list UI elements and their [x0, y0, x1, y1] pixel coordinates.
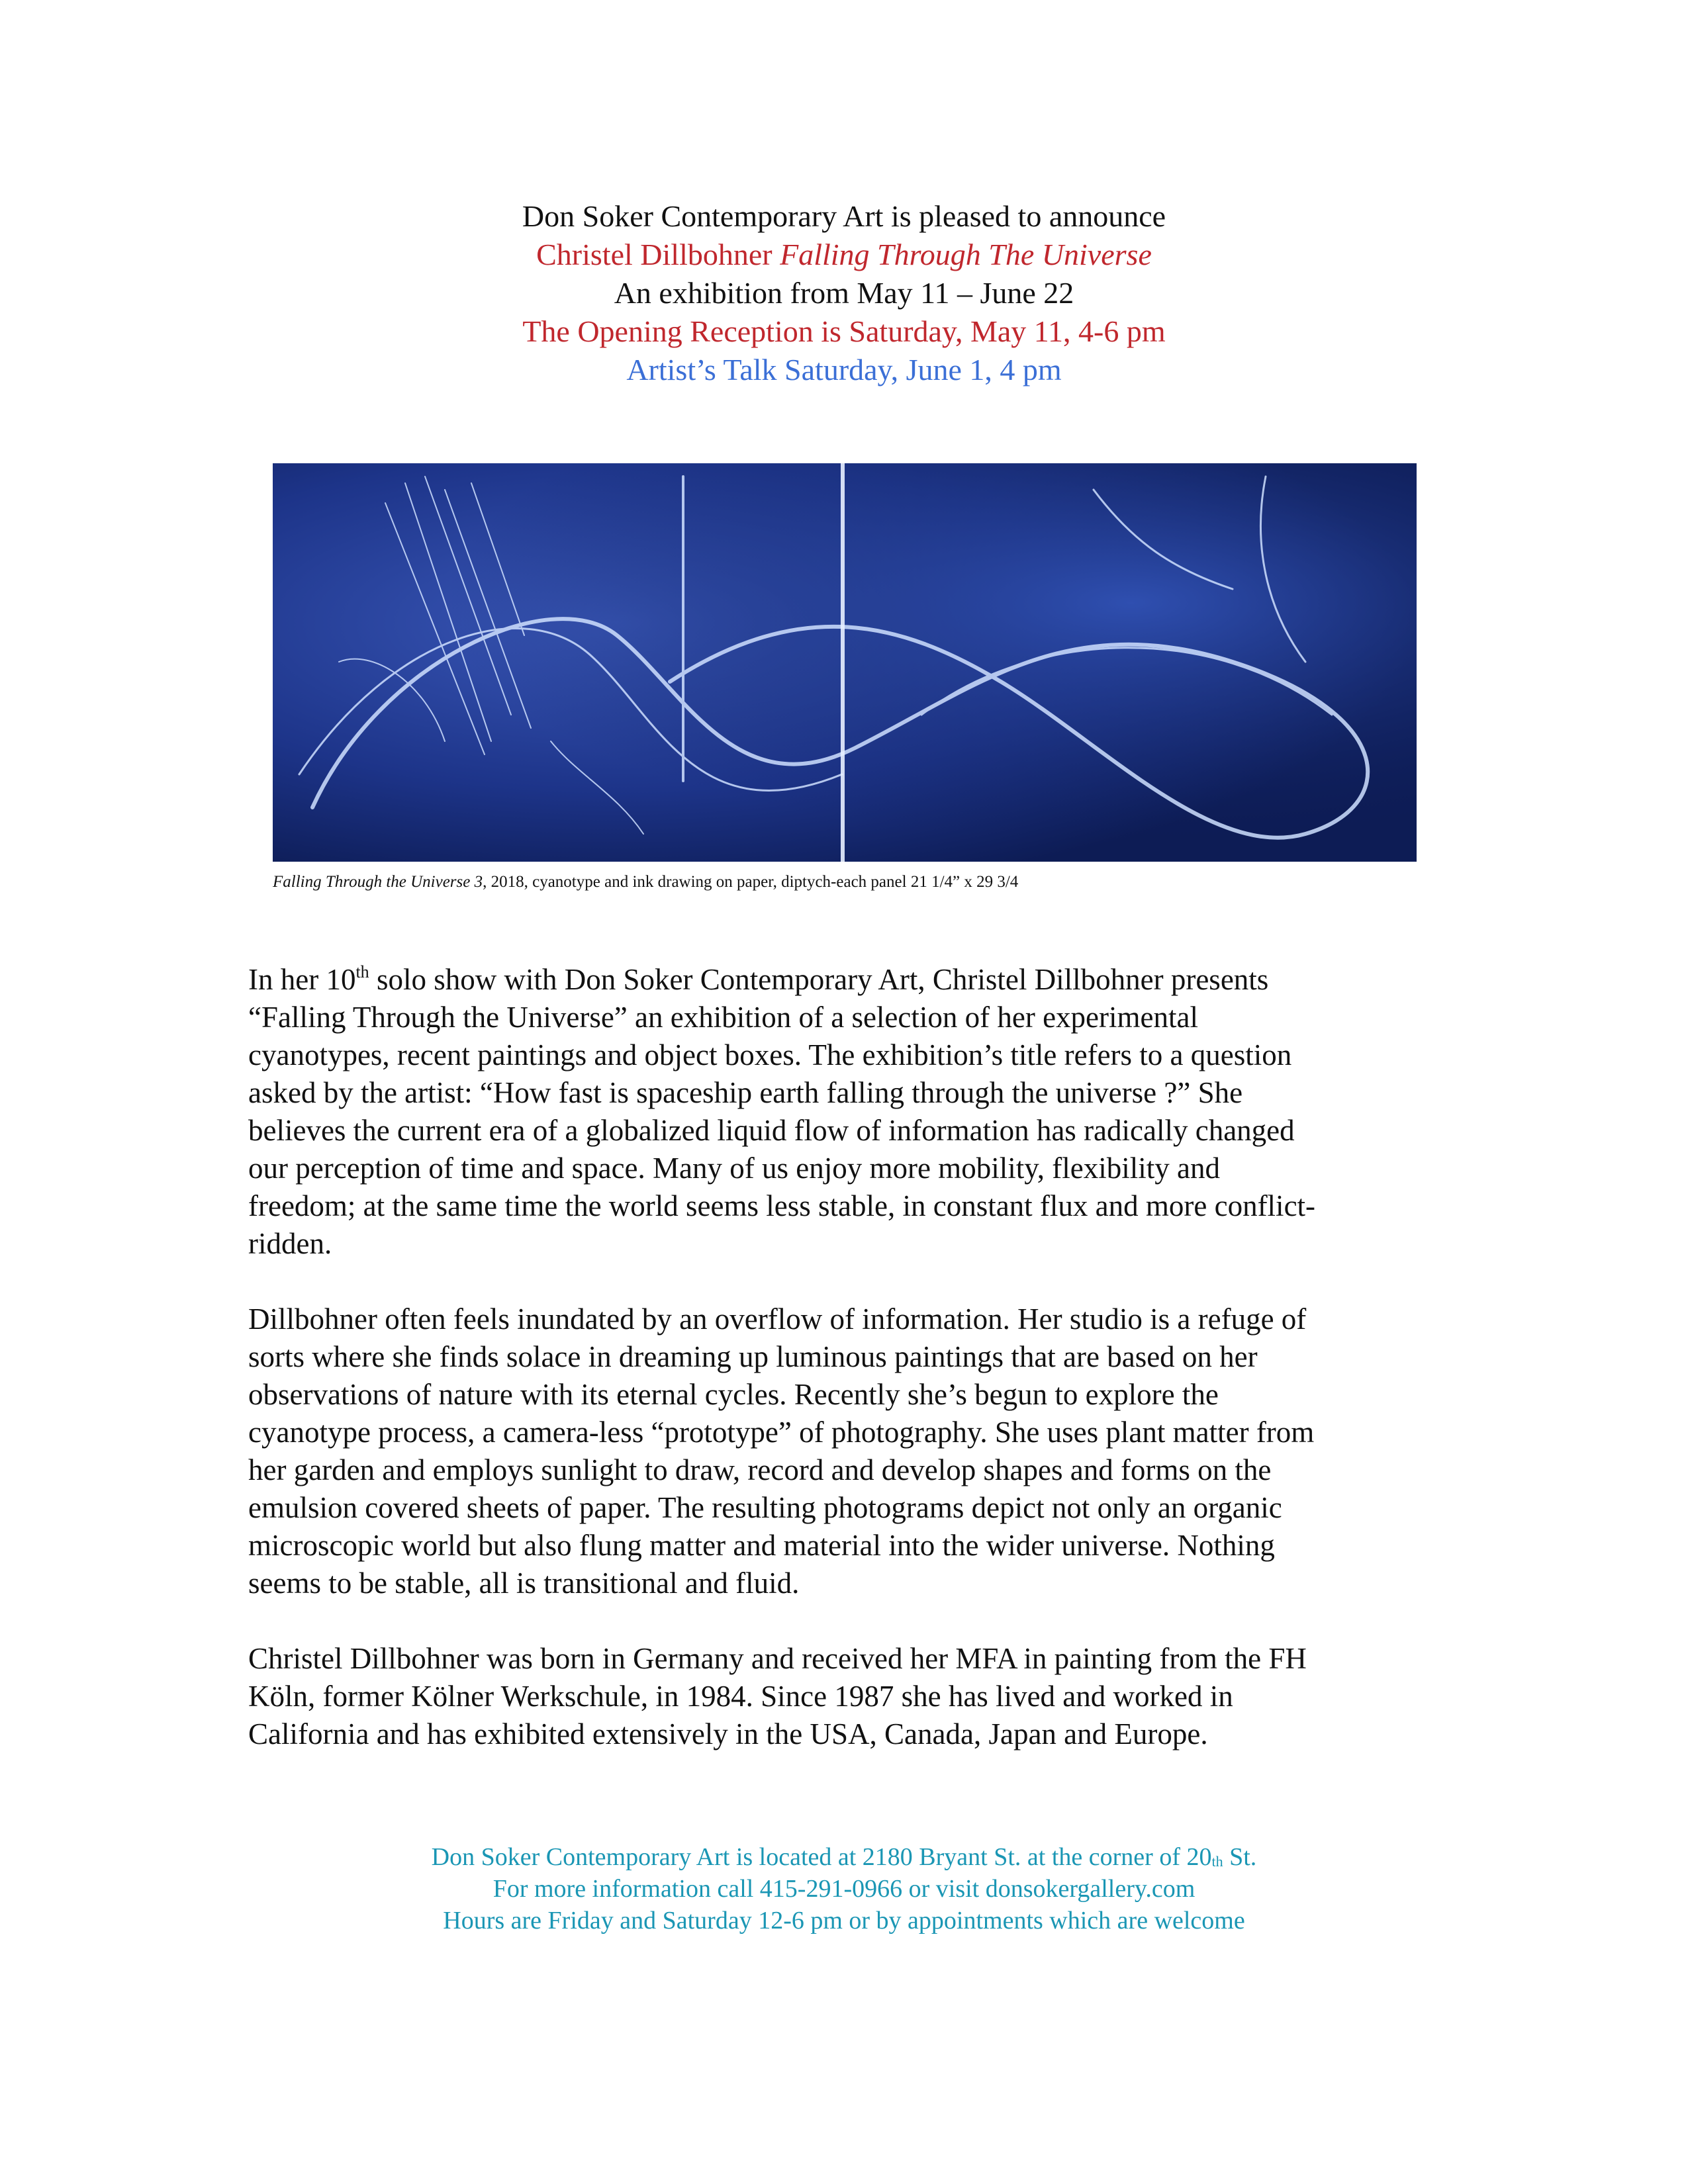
text-fragment: In her 10 [248, 963, 356, 996]
artwork-image [273, 463, 1417, 862]
text-line: freedom; at the same time the world seems less stable, in constant flux and more conflict- [248, 1189, 1316, 1222]
gallery-address [0, 1841, 1688, 1873]
artist-and-title-line [0, 236, 1688, 274]
text-line: her garden and employs sunlight to draw, record and develop shapes and forms on the [248, 1453, 1272, 1486]
press-release-body [248, 961, 1453, 1791]
text-line: ridden. [248, 1227, 332, 1260]
announcement-line: Don Soker Contemporary Art is pleased to announce [522, 199, 1166, 233]
text-line: Dillbohner often feels inundated by an overflow of information. Her studio is a refuge of [248, 1302, 1307, 1336]
text-line: emulsion covered sheets of paper. The resulting photograms depict not only an organic [248, 1491, 1282, 1524]
superscript: th [355, 962, 369, 981]
text-fragment: solo show with Don Soker Contemporary Art, Christel Dillbohner presents [369, 963, 1269, 996]
caption-title: Falling Through the Universe 3 [273, 873, 483, 891]
text-line: believes the current era of a globalized liquid flow of information has radically changed [248, 1114, 1295, 1147]
text-line: California and has exhibited extensively in the USA, Canada, Japan and Europe. [248, 1717, 1208, 1751]
text-line [248, 961, 1453, 999]
cyanotype-diptych-graphic [273, 463, 1417, 862]
text-line: our perception of time and space. Many of us enjoy more mobility, flexibility and [248, 1152, 1220, 1185]
opening-reception: The Opening Reception is Saturday, May 11, 4-6 pm [522, 314, 1166, 348]
text-line: observations of nature with its eternal cycles. Recently she’s begun to explore the [248, 1378, 1219, 1411]
artwork-caption [273, 871, 1464, 893]
subscript: th [1211, 1853, 1223, 1870]
caption-details: , 2018, cyanotype and ink drawing on paper, diptych-each panel 21 1/4” x 29 3/4 [483, 873, 1019, 891]
text-line: asked by the artist: “How fast is spaceship earth falling through the universe ?” She [248, 1076, 1243, 1109]
text-line: cyanotypes, recent paintings and object boxes. The exhibition’s title refers to a question [248, 1038, 1292, 1071]
text-fragment: St. [1223, 1843, 1257, 1871]
artist-talk: Artist’s Talk Saturday, June 1, 4 pm [626, 353, 1062, 387]
paragraph-process [248, 1300, 1453, 1602]
text-line: Köln, former Kölner Werkschule, in 1984. Since 1987 she has lived and worked in [248, 1680, 1233, 1713]
announcement-header [0, 197, 1688, 389]
text-line: Christel Dillbohner was born in Germany and received her MFA in painting from the FH [248, 1642, 1307, 1675]
artist-name: Christel Dillbohner [536, 238, 773, 271]
text-line: cyanotype process, a camera-less “prototype” of photography. She uses plant matter from [248, 1416, 1315, 1449]
paragraph-bio [248, 1640, 1453, 1753]
gallery-info-footer [0, 1841, 1688, 1936]
text-line: “Falling Through the Universe” an exhibition of a selection of her experimental [248, 1001, 1198, 1034]
text-fragment: Don Soker Contemporary Art is located at 2180 Bryant St. at the corner of 20 [431, 1843, 1212, 1871]
text-line: microscopic world but also flung matter and material into the wider universe. Nothing [248, 1529, 1275, 1562]
text-line: seems to be stable, all is transitional and fluid. [248, 1567, 800, 1600]
gallery-hours: Hours are Friday and Saturday 12-6 pm or by appointments which are welcome [443, 1907, 1245, 1934]
paragraph-intro [248, 961, 1453, 1263]
exhibition-title: Falling Through The Universe [780, 238, 1152, 271]
text-line: sorts where she finds solace in dreaming up luminous paintings that are based on her [248, 1340, 1258, 1373]
gallery-contact: For more information call 415-291-0966 or visit donsokergallery.com [492, 1875, 1196, 1903]
exhibition-dates: An exhibition from May 11 – June 22 [614, 276, 1074, 310]
